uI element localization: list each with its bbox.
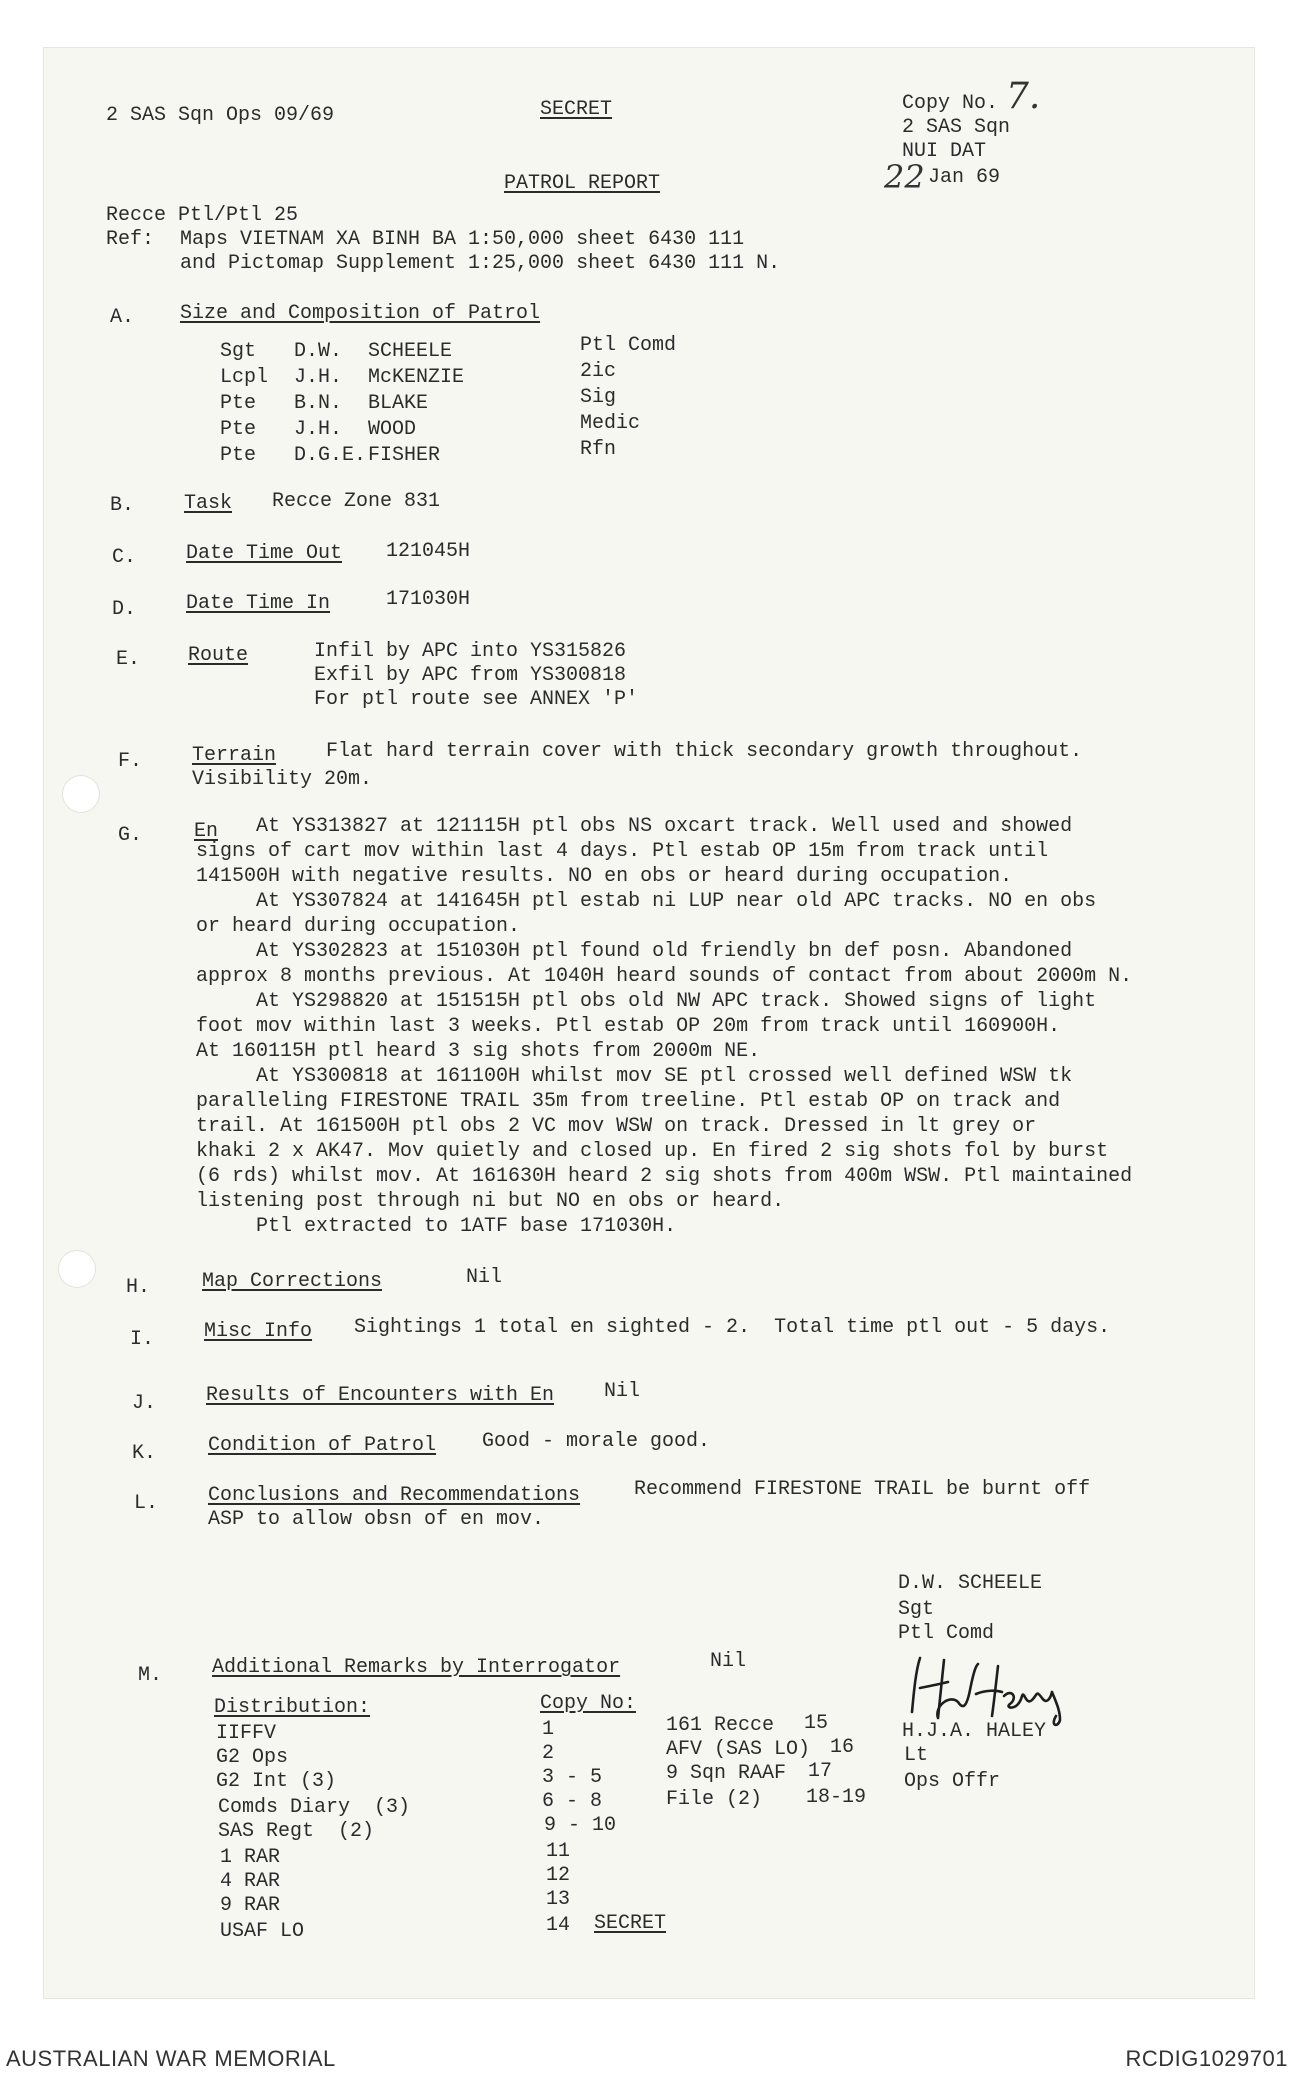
section-f-title: Terrain <box>192 744 277 767</box>
section-j-value: Nil <box>604 1380 641 1403</box>
section-a-title: Size and Composition of Patrol <box>180 302 541 325</box>
route-line: For ptl route see ANNEX 'P' <box>314 688 639 711</box>
distribution-copy: 16 <box>830 1736 855 1759</box>
section-j-title: Results of Encounters with En <box>206 1384 555 1407</box>
distribution-addressee: IIFFV <box>216 1722 277 1745</box>
section-c-title: Date Time Out <box>186 542 343 565</box>
narrative-line: At YS298820 at 151515H ptl obs old NW APC track. Showed signs of light <box>220 990 1097 1013</box>
section-i-title: Misc Info <box>204 1320 313 1343</box>
classification-bottom: SECRET <box>594 1912 667 1935</box>
terrain-line-1: Flat hard terrain cover with thick secondary growth throughout. <box>326 740 1083 763</box>
distribution-copy: 17 <box>808 1760 833 1783</box>
section-l-letter: L. <box>134 1492 159 1515</box>
distribution-copy: 11 <box>546 1840 571 1863</box>
distribution-copy: 14 <box>546 1914 571 1937</box>
distribution-copy: 1 <box>542 1718 555 1741</box>
narrative-line: foot mov within last 3 weeks. Ptl estab OP 20m from track until 160900H. <box>196 1015 1061 1038</box>
member-rank: Pte <box>220 392 257 415</box>
distribution-copy: 12 <box>546 1864 571 1887</box>
copy-no-handwritten: 7. <box>1006 76 1041 117</box>
narrative-line: or heard during occupation. <box>196 915 521 938</box>
distribution-addressee: 4 RAR <box>220 1870 281 1893</box>
date-rest: Jan 69 <box>928 166 1001 189</box>
ref-label: Ref: <box>106 228 155 251</box>
distribution-copy: 13 <box>546 1888 571 1911</box>
route-line: Infil by APC into YS315826 <box>314 640 627 663</box>
member-name: McKENZIE <box>368 366 465 389</box>
narrative-line: khaki 2 x AK47. Mov quietly and closed up. En fired 2 sig shots fol by burst <box>196 1140 1109 1163</box>
narrative-line: At 160115H ptl heard 3 sig shots from 2000m NE. <box>196 1040 761 1063</box>
distribution-copy: 2 <box>542 1742 555 1765</box>
section-k-value: Good - morale good. <box>482 1430 711 1453</box>
section-b-letter: B. <box>110 494 135 517</box>
terrain-line-2: Visibility 20m. <box>192 768 373 791</box>
distribution-addressee: 1 RAR <box>220 1846 281 1869</box>
signatory-1-role: Ptl Comd <box>898 1622 995 1645</box>
signatory-1-name: D.W. SCHEELE <box>898 1572 1043 1595</box>
date-day-handwritten: 22 <box>884 158 925 196</box>
member-name: BLAKE <box>368 392 429 415</box>
section-m-value: Nil <box>710 1650 747 1673</box>
copy-no-label: Copy No. <box>902 92 999 115</box>
narrative-line: approx 8 months previous. At 1040H heard sounds of contact from about 2000m N. <box>196 965 1133 988</box>
distribution-copy: 9 - 10 <box>544 1814 617 1837</box>
member-rank: Pte <box>220 418 257 441</box>
member-initials: D.W. <box>294 340 343 363</box>
narrative-line: At YS302823 at 151030H ptl found old friendly bn def posn. Abandoned <box>220 940 1073 963</box>
distribution-addressee: 9 RAR <box>220 1894 281 1917</box>
member-role: Rfn <box>580 438 617 461</box>
route-line: Exfil by APC from YS300818 <box>314 664 627 687</box>
section-g-letter: G. <box>118 824 143 847</box>
section-i-letter: I. <box>130 1328 155 1351</box>
recommendation-line-1: Recommend FIRESTONE TRAIL be burnt off <box>634 1478 1091 1501</box>
distribution-addressee: USAF LO <box>220 1920 305 1943</box>
signatory-2-role: Ops Offr <box>904 1770 1001 1793</box>
member-role: Medic <box>580 412 641 435</box>
distribution-copy: 18-19 <box>806 1786 867 1809</box>
section-e-title: Route <box>188 644 249 667</box>
section-f-letter: F. <box>118 750 143 773</box>
section-m-title: Additional Remarks by Interrogator <box>212 1656 621 1679</box>
archive-id: RCDIG1029701 <box>1125 2046 1288 2071</box>
recommendation-line-2: ASP to allow obsn of en mov. <box>208 1508 545 1531</box>
copy-no-title: Copy No: <box>540 1692 637 1715</box>
signatory-1-rank: Sgt <box>898 1598 935 1621</box>
section-g-title: En <box>194 820 219 843</box>
distribution-addressee: SAS Regt (2) <box>218 1820 375 1843</box>
section-d-letter: D. <box>112 598 137 621</box>
handwritten-signature <box>900 1650 1100 1730</box>
section-h-letter: H. <box>126 1276 151 1299</box>
narrative-line: listening post through ni but NO en obs or heard. <box>196 1190 785 1213</box>
section-i-value: Sightings 1 total en sighted - 2. Total time ptl out - 5 days. <box>354 1316 1111 1339</box>
unit: 2 SAS Sqn <box>902 116 1011 139</box>
section-e-letter: E. <box>116 648 141 671</box>
narrative-line: At YS307824 at 141645H ptl estab ni LUP near old APC tracks. NO en obs <box>220 890 1097 913</box>
section-l-title: Conclusions and Recommendations <box>208 1484 581 1507</box>
document-title: PATROL REPORT <box>504 172 661 195</box>
archive-credit: AUSTRALIAN WAR MEMORIAL <box>6 2046 336 2071</box>
recce-patrol: Recce Ptl/Ptl 25 <box>106 204 299 227</box>
distribution-addressee: G2 Int (3) <box>216 1770 337 1793</box>
section-h-value: Nil <box>466 1266 503 1289</box>
narrative-line: signs of cart mov within last 4 days. Ptl estab OP 15m from track until <box>196 840 1049 863</box>
punch-hole <box>58 1250 96 1288</box>
member-rank: Pte <box>220 444 257 467</box>
section-h-title: Map Corrections <box>202 1270 383 1293</box>
member-initials: J.H. <box>294 366 343 389</box>
section-d-title: Date Time In <box>186 592 331 615</box>
signatory-2-name: H.J.A. HALEY <box>902 1720 1047 1743</box>
section-c-value: 121045H <box>386 540 471 563</box>
narrative-line: paralleling FIRESTONE TRAIL 35m from treeline. Ptl estab OP on track and <box>196 1090 1061 1113</box>
signatory-2-rank: Lt <box>904 1744 929 1767</box>
member-name: FISHER <box>368 444 441 467</box>
narrative-line: 141500H with negative results. NO en obs or heard during occupation. <box>196 865 1013 888</box>
member-rank: Lcpl <box>220 366 269 389</box>
punch-hole <box>62 775 100 813</box>
distribution-addressee: AFV (SAS LO) <box>666 1738 811 1761</box>
distribution-addressee: 9 Sqn RAAF <box>666 1762 787 1785</box>
distribution-copy: 3 - 5 <box>542 1766 603 1789</box>
narrative-line: At YS300818 at 161100H whilst mov SE ptl crossed well defined WSW tk <box>220 1065 1073 1088</box>
section-k-title: Condition of Patrol <box>208 1434 437 1457</box>
narrative-line: At YS313827 at 121115H ptl obs NS oxcart track. Well used and showed <box>256 815 1073 838</box>
member-role: Ptl Comd <box>580 334 677 357</box>
section-k-letter: K. <box>132 1442 157 1465</box>
classification-top: SECRET <box>540 98 613 121</box>
member-name: SCHEELE <box>368 340 453 363</box>
distribution-addressee: G2 Ops <box>216 1746 289 1769</box>
reference-number: 2 SAS Sqn Ops 09/69 <box>106 104 335 127</box>
distribution-addressee: 161 Recce <box>666 1714 775 1737</box>
member-initials: B.N. <box>294 392 343 415</box>
member-initials: J.H. <box>294 418 343 441</box>
section-d-value: 171030H <box>386 588 471 611</box>
distribution-copy: 15 <box>804 1712 829 1735</box>
section-m-letter: M. <box>138 1664 163 1687</box>
distribution-copy: 6 - 8 <box>542 1790 603 1813</box>
distribution-addressee: File (2) <box>666 1788 763 1811</box>
member-name: WOOD <box>368 418 417 441</box>
location: NUI DAT <box>902 140 987 163</box>
section-c-letter: C. <box>112 546 137 569</box>
section-a-letter: A. <box>110 306 135 329</box>
narrative-line: trail. At 161500H ptl obs 2 VC mov WSW on track. Dressed in lt grey or <box>196 1115 1037 1138</box>
distribution-addressee: Comds Diary (3) <box>218 1796 411 1819</box>
distribution-title: Distribution: <box>214 1696 371 1719</box>
member-rank: Sgt <box>220 340 257 363</box>
ref-line-2: and Pictomap Supplement 1:25,000 sheet 6430 111 N. <box>180 252 781 275</box>
member-role: Sig <box>580 386 617 409</box>
ref-line-1: Maps VIETNAM XA BINH BA 1:50,000 sheet 6430 111 <box>180 228 745 251</box>
narrative-line: (6 rds) whilst mov. At 161630H heard 2 sig shots from 400m WSW. Ptl maintained <box>196 1165 1133 1188</box>
member-role: 2ic <box>580 360 617 383</box>
narrative-line: Ptl extracted to 1ATF base 171030H. <box>220 1215 677 1238</box>
section-b-title: Task <box>184 492 233 515</box>
section-b-value: Recce Zone 831 <box>272 490 441 513</box>
section-j-letter: J. <box>132 1392 157 1415</box>
member-initials: D.G.E. <box>294 444 367 467</box>
